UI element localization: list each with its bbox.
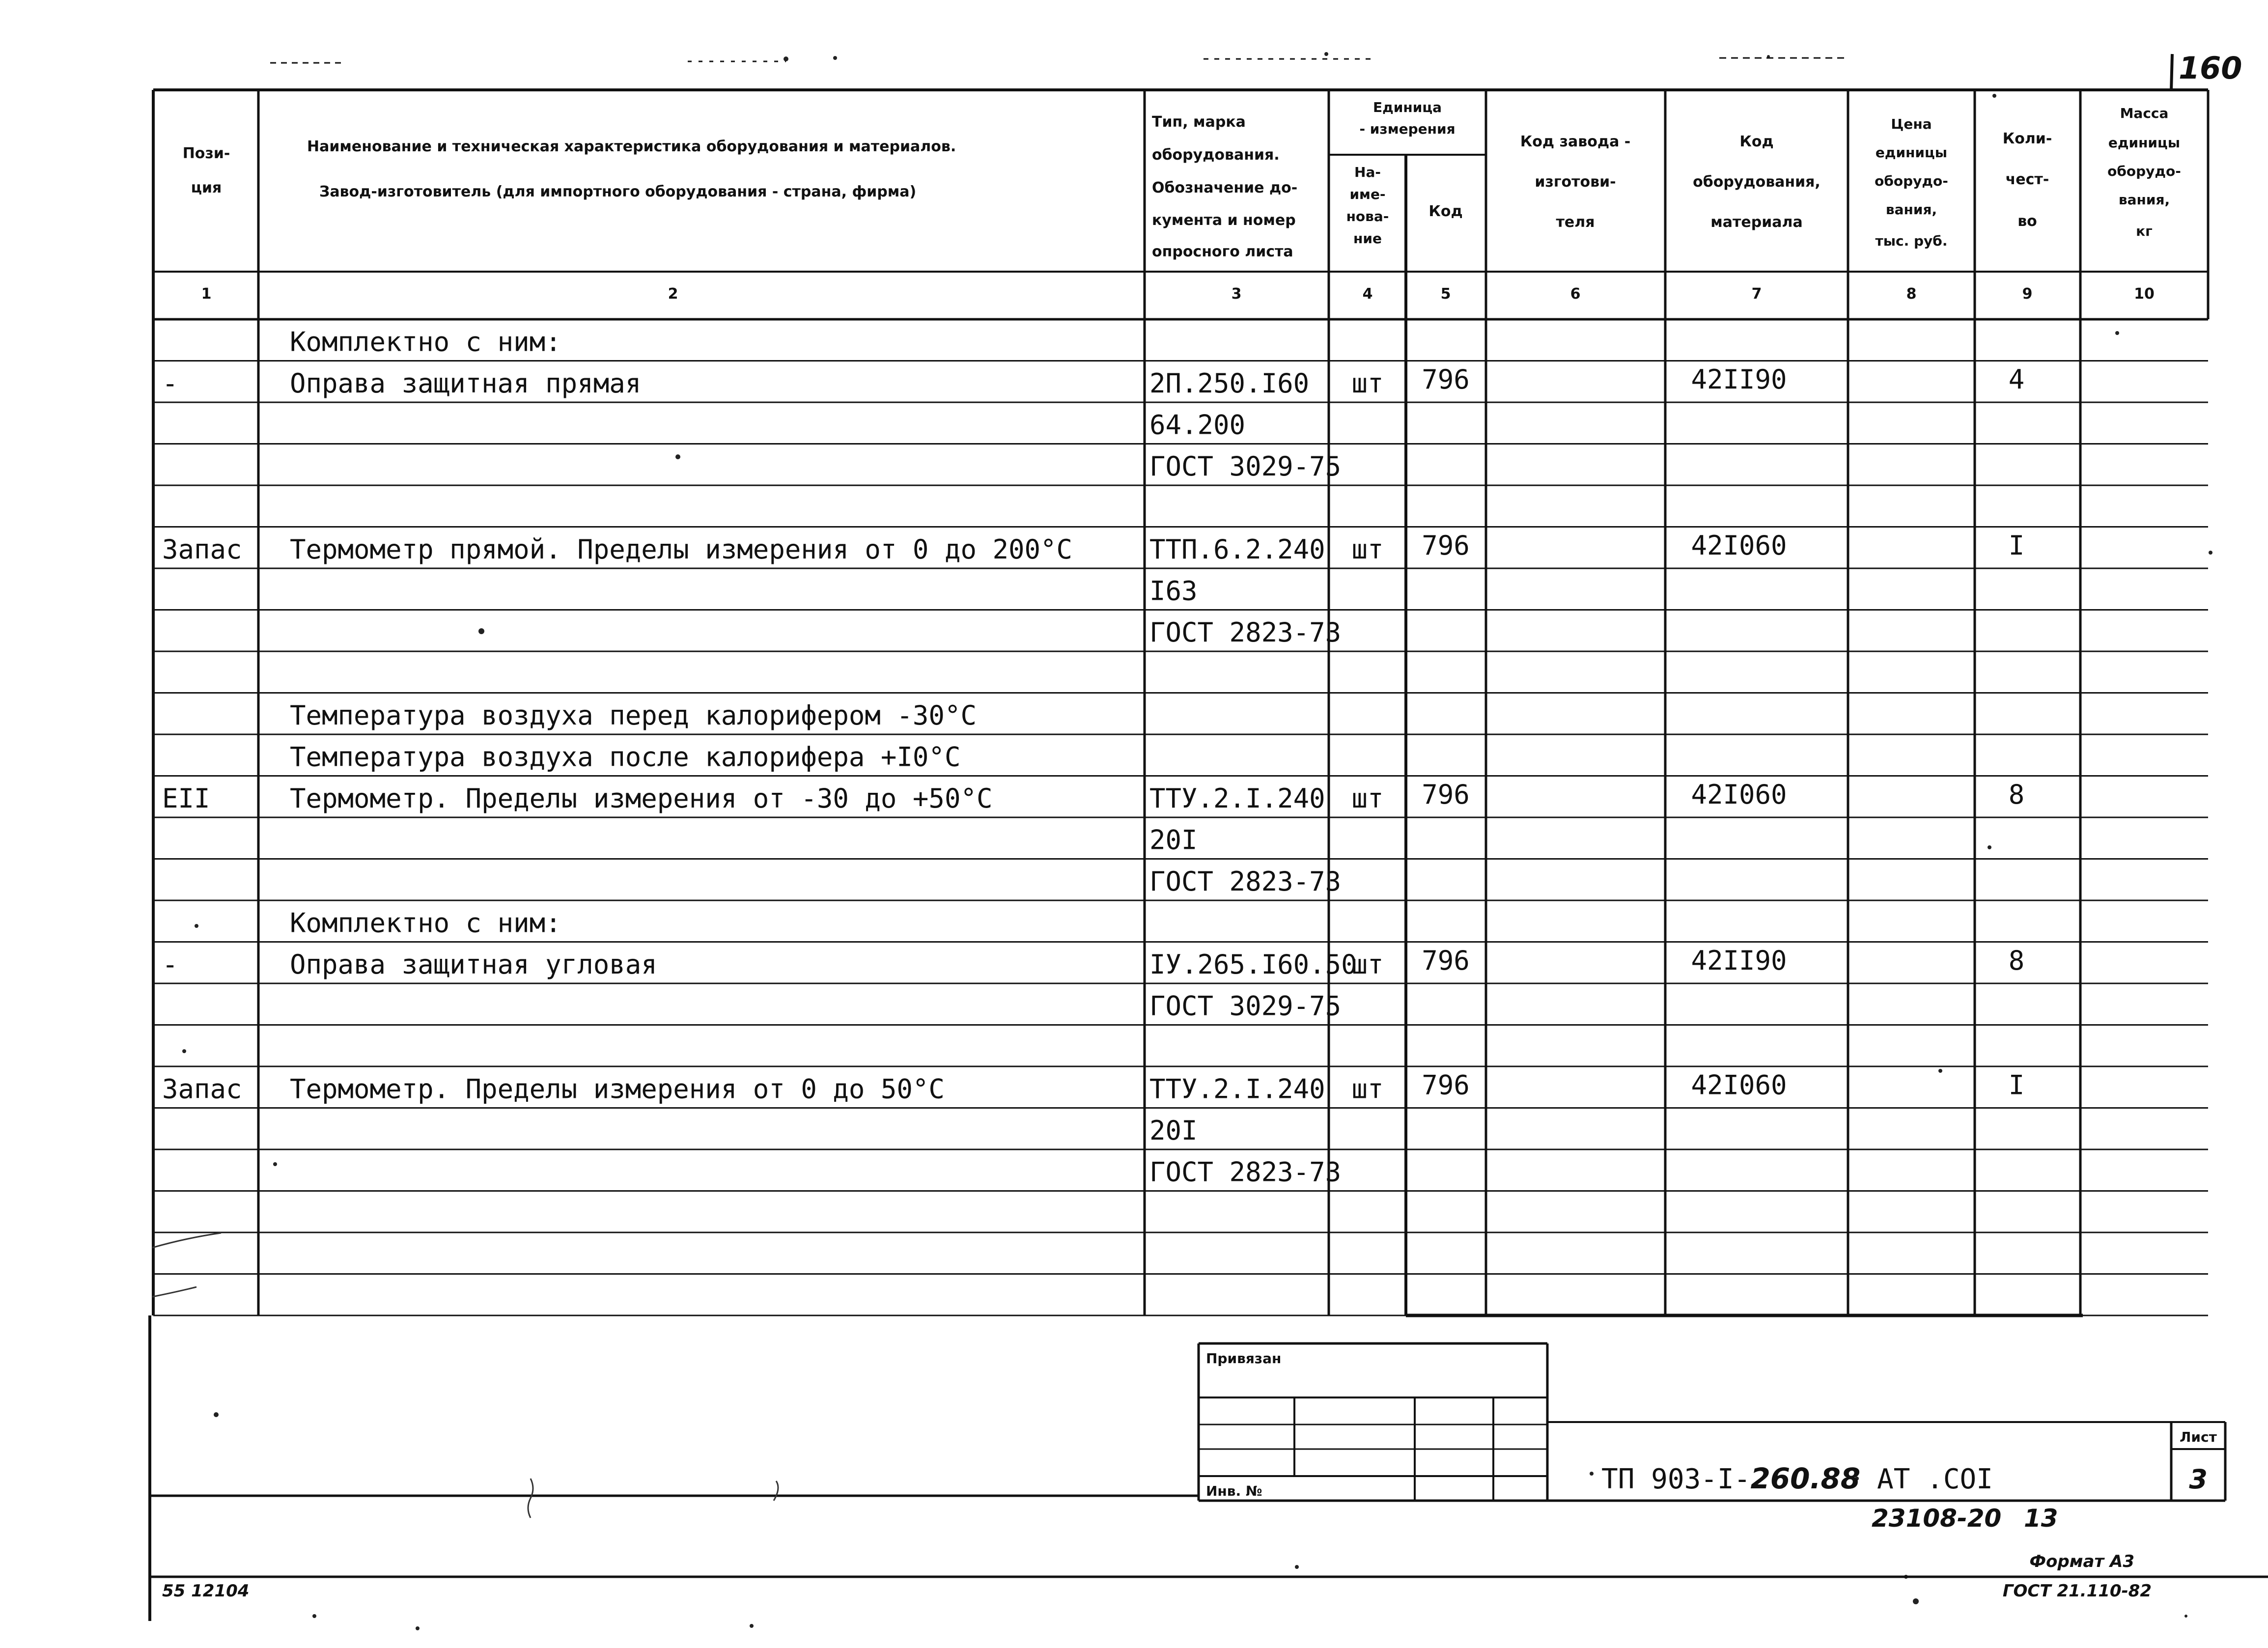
header-mass-1: Масса <box>2120 105 2169 121</box>
cell-name: Термометр. Пределы измерения от -30 до +50°С <box>290 783 993 814</box>
header-price-3: оборудо- <box>1875 173 1948 189</box>
table-row <box>1149 1157 1341 1188</box>
header-factory-code-3: теля <box>1556 214 1595 231</box>
cell-type: ГОСТ 2823-73 <box>1149 617 1342 648</box>
header-unit-group-1: Единица <box>1373 99 1442 115</box>
cell-position: Запас <box>162 1073 242 1105</box>
cell-name: Температура воздуха перед калорифером -30°С <box>290 700 977 731</box>
table-row <box>1149 1115 1198 1146</box>
cell-equipment-code: 42I060 <box>1691 779 1787 810</box>
header-type-1: Тип, марка <box>1152 113 1246 131</box>
cell-equipment-code: 42II90 <box>1691 364 1787 395</box>
header-quantity-1: Коли- <box>2002 130 2052 147</box>
archive-sheet: 13 <box>2024 1504 2058 1533</box>
sheet-number: 3 <box>2189 1464 2208 1495</box>
table-row <box>1149 825 1198 856</box>
cell-type: 20I <box>1149 1115 1198 1146</box>
cell-quantity: 8 <box>2008 945 2025 976</box>
format-label: Формат А3 <box>2029 1552 2134 1571</box>
cell-unit: шт <box>1351 534 1384 565</box>
table-row <box>1149 451 1341 482</box>
cell-name: Оправа защитная прямая <box>290 368 642 399</box>
cell-name: Температура воздуха после калорифера +I0°С <box>290 741 961 773</box>
header-unit-name-3: нова- <box>1346 208 1389 224</box>
cell-type: 64.200 <box>1149 409 1246 441</box>
cell-quantity: I <box>2008 530 2025 561</box>
cell-equipment-code: 42II90 <box>1691 945 1787 976</box>
table-row <box>290 742 960 773</box>
cell-position: - <box>162 368 178 399</box>
cell-unit: шт <box>1351 1073 1384 1105</box>
cell-position: EII <box>162 783 210 814</box>
table-row <box>162 945 2024 980</box>
header-position-1: Пози- <box>182 145 230 162</box>
header-factory-code-1: Код завода - <box>1520 133 1631 150</box>
cell-type: I63 <box>1149 575 1198 607</box>
header-price-5: тыс. руб. <box>1875 233 1948 249</box>
header-mass-5: кг <box>2136 223 2153 239</box>
column-number: 2 <box>668 285 678 303</box>
cell-quantity: 4 <box>2008 364 2025 395</box>
column-number: 4 <box>1362 285 1373 303</box>
column-number: 6 <box>1570 285 1581 303</box>
header-price-1: Цена <box>1891 116 1932 132</box>
cell-equipment-code: 42I060 <box>1691 1069 1787 1101</box>
header-equipment-code-2: оборудования, <box>1693 173 1820 191</box>
header-factory-code-2: изготови- <box>1535 173 1616 191</box>
page-number: 160 <box>2179 50 2242 86</box>
scan-wavy-marks <box>152 1233 778 1518</box>
header-position-2: ция <box>191 179 222 196</box>
header-price-2: единицы <box>1875 144 1948 161</box>
table-row <box>1149 617 1341 648</box>
table-body <box>162 327 2024 1188</box>
cell-name: Термометр. Пределы измерения от 0 до 50°С <box>290 1073 945 1105</box>
table-row <box>162 779 2024 814</box>
cell-type: ТТП.6.2.240 <box>1149 534 1325 565</box>
table-header <box>183 99 2181 260</box>
header-unit-name-1: На- <box>1354 164 1381 180</box>
column-number: 10 <box>2134 285 2155 303</box>
column-number: 9 <box>2022 285 2033 303</box>
table-row <box>1149 866 1341 897</box>
header-unit-name-4: ние <box>1353 230 1382 247</box>
cell-unit-code: 796 <box>1422 364 1470 395</box>
cell-type: 20I <box>1149 824 1198 856</box>
archive-number: 23108-20 <box>1872 1504 2002 1533</box>
header-mass-4: вания, <box>2118 192 2170 208</box>
table-row <box>162 1070 2024 1105</box>
header-price-4: вания, <box>1885 201 1937 218</box>
page-number-bar <box>2171 54 2172 91</box>
header-quantity-3: во <box>2017 213 2037 230</box>
table-row <box>1149 576 1198 607</box>
cell-quantity: 8 <box>2008 779 2025 810</box>
cell-name: Комплектно с ним: <box>290 326 561 358</box>
cell-unit-code: 796 <box>1422 530 1470 561</box>
table-row <box>290 327 561 358</box>
cell-type: ГОСТ 3029-75 <box>1149 451 1342 482</box>
header-unit-code: Код <box>1428 203 1463 220</box>
header-mass-2: единицы <box>2108 135 2181 151</box>
cell-equipment-code: 42I060 <box>1691 530 1787 561</box>
column-number: 5 <box>1440 285 1451 303</box>
cell-unit-code: 796 <box>1422 779 1470 810</box>
cell-type: 2П.250.I60 <box>1149 368 1310 399</box>
table-row <box>162 530 2024 565</box>
bottom-left-code: 55 12104 <box>162 1581 250 1601</box>
table-row <box>1149 991 1341 1022</box>
header-type-2: оборудования. <box>1152 146 1280 164</box>
header-type-3: Обозначение до- <box>1152 179 1298 196</box>
table-row <box>290 700 977 731</box>
column-number: 1 <box>201 285 212 303</box>
header-mass-3: оборудо- <box>2107 163 2181 179</box>
inventory-number-label: Инв. № <box>1206 1483 1262 1499</box>
table-row <box>162 364 2024 399</box>
header-type-5: опросного листа <box>1152 243 1293 260</box>
cell-position: - <box>162 949 178 980</box>
header-unit-group-2: - измерения <box>1359 121 1456 137</box>
cell-type: ТТУ.2.I.240 <box>1149 783 1325 814</box>
document-code-hand: 260.88 <box>1750 1462 1861 1495</box>
cell-type: ГОСТ 2823-73 <box>1149 866 1342 897</box>
scan-top-dashes <box>270 58 1847 63</box>
document-code <box>1601 1462 1993 1495</box>
cell-type: ГОСТ 3029-75 <box>1149 990 1342 1022</box>
header-quantity-2: чест- <box>2005 171 2049 188</box>
header-unit-name-2: име- <box>1349 186 1386 202</box>
cell-unit: шт <box>1351 949 1384 980</box>
cell-unit: шт <box>1351 783 1384 814</box>
cell-quantity: I <box>2008 1069 2025 1101</box>
document-code-prefix: ТП 903-I- <box>1601 1463 1751 1495</box>
header-equipment-code-1: Код <box>1739 133 1774 150</box>
header-name-1: Наименование и техническая характеристика оборудования и материалов. <box>307 138 956 155</box>
header-type-4: кумента и номер <box>1152 212 1296 229</box>
cell-name: Комплектно с ним: <box>290 907 561 939</box>
header-equipment-code-3: материала <box>1710 214 1803 231</box>
column-number-row <box>201 285 2155 303</box>
sheet-label: Лист <box>2180 1429 2217 1445</box>
table-row <box>290 908 561 939</box>
cell-type: IУ.265.I60.50 <box>1149 949 1357 980</box>
column-number: 8 <box>1906 285 1917 303</box>
document-code-suffix: АТ .COI <box>1860 1463 1993 1495</box>
cell-type: ГОСТ 2823-73 <box>1149 1156 1342 1188</box>
cell-unit-code: 796 <box>1422 945 1470 976</box>
cell-name: Оправа защитная угловая <box>290 949 657 980</box>
column-number: 7 <box>1751 285 1762 303</box>
table-row <box>1149 410 1245 441</box>
cell-unit-code: 796 <box>1422 1069 1470 1101</box>
cell-name: Термометр прямой. Пределы измерения от 0 до 200°С <box>290 534 1073 565</box>
column-number: 3 <box>1231 285 1242 303</box>
standard-label: ГОСТ 21.110-82 <box>2002 1581 2152 1601</box>
header-name-2: Завод-изготовитель (для импортного оборудования - страна, фирма) <box>319 183 917 200</box>
cell-position: Запас <box>162 534 242 565</box>
cell-type: ТТУ.2.I.240 <box>1149 1073 1325 1105</box>
cell-unit: шт <box>1351 368 1384 399</box>
tied-label: Привязан <box>1206 1350 1282 1367</box>
